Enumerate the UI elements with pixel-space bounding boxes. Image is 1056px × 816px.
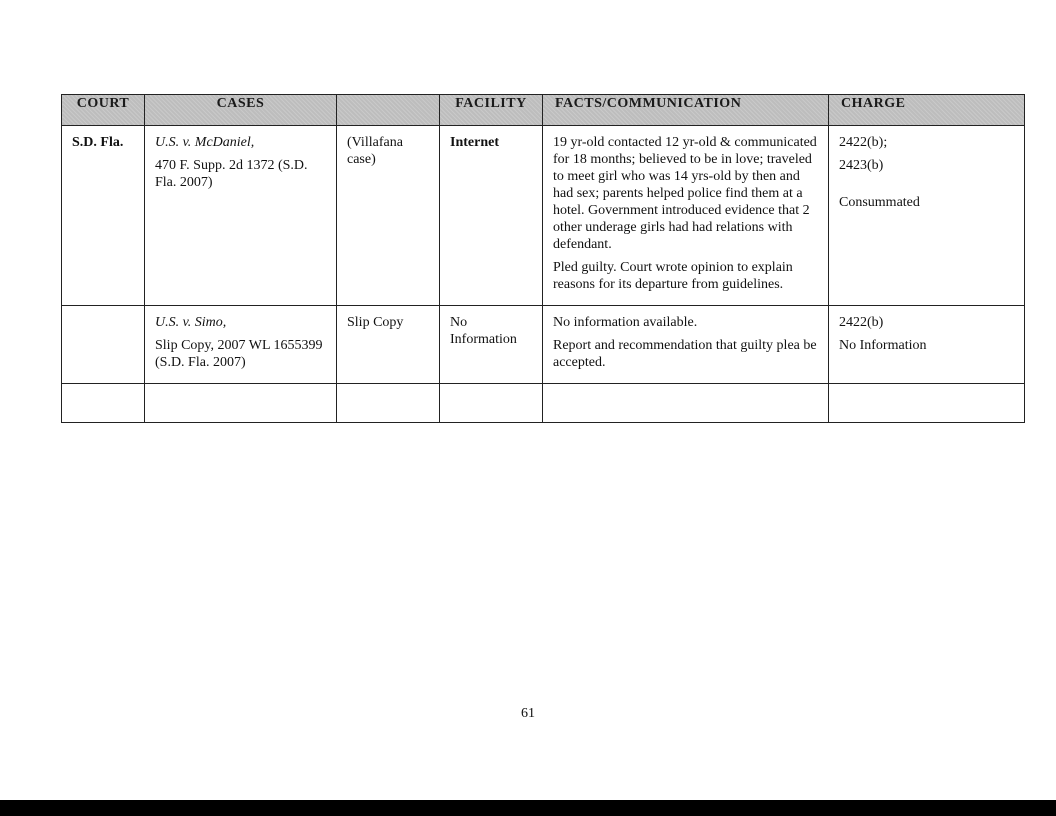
case-citation: 470 F. Supp. 2d 1372 (S.D. Fla. 2007) (155, 158, 308, 190)
header-facts: FACTS/COMMUNICATION (543, 95, 829, 126)
empty-row (62, 384, 1025, 423)
court-cell: S.D. Fla. (72, 135, 124, 150)
court-cell (62, 306, 144, 320)
facts-cell (543, 306, 828, 383)
charge-line: 2423(b) (839, 158, 884, 173)
case-cell (145, 306, 336, 383)
facts-cell (543, 126, 828, 305)
charge-status: No Information (839, 338, 927, 353)
header-facility: FACILITY (440, 95, 543, 126)
case-name: U.S. v. Simo, (155, 315, 227, 330)
case-name: U.S. v. McDaniel, (155, 135, 255, 150)
table-row (62, 126, 1025, 306)
scan-edge-bar (0, 800, 1056, 816)
header-cases: CASES (145, 95, 337, 126)
facility-cell: Internet (450, 135, 499, 150)
header-charge: CHARGE (829, 95, 1025, 126)
charge-line: 2422(b); (839, 135, 888, 150)
facts-paragraph: Report and recommendation that guilty plea be accepted. (553, 338, 817, 370)
header-court: COURT (62, 95, 145, 126)
facts-paragraph: No information available. (553, 315, 698, 330)
table-row (62, 306, 1025, 384)
case-note: (Villafana case) (347, 135, 403, 167)
case-note: Slip Copy (347, 315, 404, 330)
charge-status: Consummated (839, 195, 920, 210)
header-blank (337, 95, 440, 126)
facts-paragraph: 19 yr-old contacted 12 yr-old & communicated for 18 months; believed to be in love; traveled to meet girl who was 14 yrs-old by then and had sex; parents helped police find them at a hotel. Government introduced evidence that 2 other underage girls had had relations with defendant. (553, 135, 817, 252)
page-number: 61 (521, 706, 535, 721)
cases-table (61, 94, 1025, 423)
case-citation: Slip Copy, 2007 WL 1655399 (S.D. Fla. 2007) (155, 338, 323, 370)
charge-line: 2422(b) (839, 315, 884, 330)
case-cell (145, 126, 336, 203)
charge-cell (829, 306, 1024, 366)
header-row (62, 95, 1025, 126)
facility-cell: No Information (450, 315, 517, 347)
charge-cell (829, 126, 1024, 223)
facts-paragraph: Pled guilty. Court wrote opinion to explain reasons for its departure from guidelines. (553, 260, 793, 292)
